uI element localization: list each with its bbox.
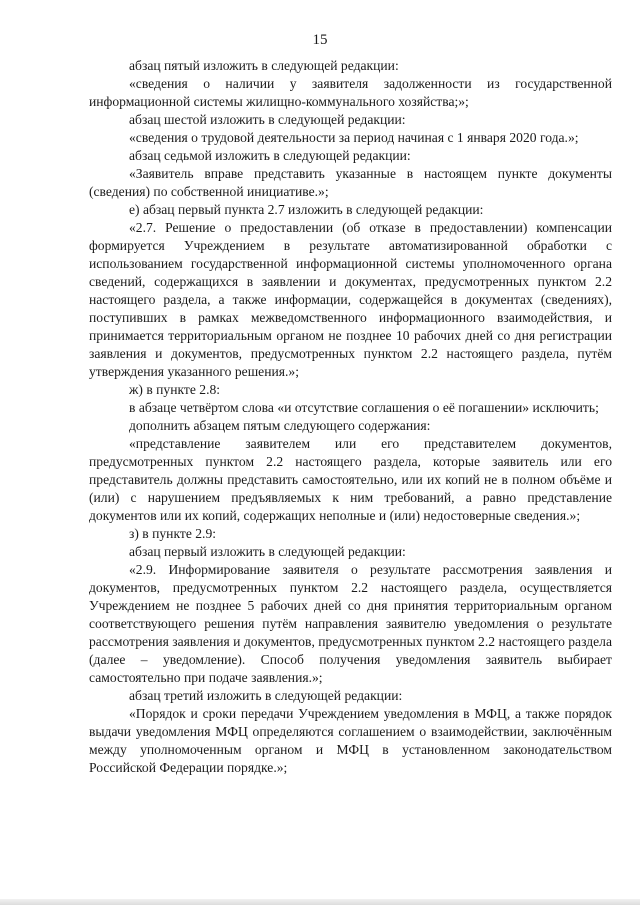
paragraph-14: абзац первый изложить в следующей редакции:	[129, 544, 406, 559]
paragraph-16: абзац третий изложить в следующей редакции:	[129, 688, 403, 703]
paragraph-8: «2.7. Решение о предоставлении (об отказе в предоставлении) компенсации формируется Учреждением в результате автоматизированной обработки с использованием государственной информационной системы уполномоченного органа сведений, содержащихся в заявлении и документах, предусмотренных пунктом 2.2 настоящего раздела, а также информации, содержащейся в документах (сведениях), поступивших в рамках межведомственного информационного взаимодействия, и принимается территориальным органом не позднее 10 рабочих дней со дня регистрации заявления и документов, предусмотренных пунктом 2.2 настоящего раздела, путём утверждения указанного решения.»;	[89, 220, 612, 379]
paragraph-2: «сведения о наличии у заявителя задолженности из государственной информационной системы жилищно-коммунального хозяйства;»;	[89, 76, 612, 109]
paragraph-6: «Заявитель вправе представить указанные в настоящем пункте документы (сведения) по собственной инициативе.»;	[89, 166, 612, 199]
page-number: 15	[312, 32, 328, 48]
paragraph-12: «представление заявителем или его представителем документов, предусмотренных пунктом 2.2 настоящего раздела, которые заявитель или его представитель должны представить самостоятельно, или их копий не в полном объёме и (или) с нарушением предъявляемых к ним требований, а равно представление документов или их копий, содержащих неполные и (или) недостоверные сведения.»;	[89, 436, 612, 523]
paragraph-3: абзац шестой изложить в следующей редакции:	[129, 112, 406, 127]
document-body	[89, 57, 612, 777]
paragraph-11: дополнить абзацем пятым следующего содержания:	[129, 418, 431, 433]
paragraph-10: в абзаце четвёртом слова «и отсутствие соглашения о её погашении» исключить;	[129, 400, 599, 415]
paragraph-15: «2.9. Информирование заявителя о результате рассмотрения заявления и документов, предусмотренных пунктом 2.2 настоящего раздела, осуществляется Учреждением не позднее 5 рабочих дней со дня принятия территориальным органом соответствующего решения путём направления заявителю уведомления о результате рассмотрения заявления и документов, предусмотренных пунктом 2.2 настоящего раздела (далее – уведомление). Способ получения уведомления заявитель выбирает самостоятельно при подаче заявления.»;	[89, 562, 612, 685]
paragraph-7: е) абзац первый пункта 2.7 изложить в следующей редакции:	[129, 202, 484, 217]
paragraph-9: ж) в пункте 2.8:	[129, 382, 221, 397]
paragraph-17: «Порядок и сроки передачи Учреждением уведомления в МФЦ, а также порядок выдачи уведомления МФЦ определяются соглашением о взаимодействии, заключённым между уполномоченным органом и МФЦ в установленном законодательством Российской Федерации порядке.»;	[89, 706, 612, 775]
scan-bottom-edge	[0, 899, 640, 905]
paragraph-13: з) в пункте 2.9:	[129, 526, 217, 541]
paragraph-5: абзац седьмой изложить в следующей редакции:	[129, 148, 411, 163]
paragraph-4: «сведения о трудовой деятельности за период начиная с 1 января 2020 года.»;	[129, 130, 579, 145]
paragraph-1: абзац пятый изложить в следующей редакции:	[129, 58, 399, 73]
